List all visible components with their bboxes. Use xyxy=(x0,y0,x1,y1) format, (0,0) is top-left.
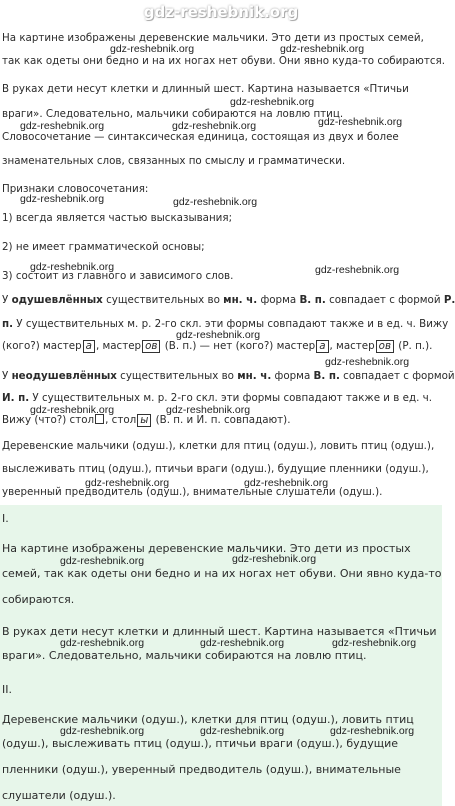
answer-line: собираются. xyxy=(2,593,75,606)
section-number: I. xyxy=(2,512,9,525)
answer-line: (одуш.), выслеживать птиц (одуш.), птичьи враги (одуш.), будущие xyxy=(2,737,399,750)
answer-line: В руках дети несут клетки и длинный шест. Картина называется «Птичьи xyxy=(2,625,437,638)
watermark: gdz-reshebnik.org xyxy=(332,637,417,649)
answer-line: враги». Следовательно, мальчики собираются на ловлю птиц. xyxy=(2,649,367,662)
watermark: gdz-reshebnik.org xyxy=(110,43,195,55)
ending-box: ов xyxy=(142,340,160,353)
watermark: gdz-reshebnik.org xyxy=(200,637,285,649)
ending-box: а xyxy=(83,340,95,353)
answer-line: На картине изображены деревенские мальчики. Это дети из простых xyxy=(2,542,411,555)
section-number: II. xyxy=(2,683,12,696)
watermark: gdz-reshebnik.org xyxy=(232,553,317,565)
watermark: gdz-reshebnik.org xyxy=(230,96,315,108)
example-line: Деревенские мальчики (одуш.), клетки для птиц (одуш.), ловить птиц (одуш.), xyxy=(2,440,435,452)
watermark: gdz-reshebnik.org xyxy=(30,404,115,416)
animate-rule-line: У одушевлённых существительных во мн. ч. форма В. п. совпадает с формой Р. xyxy=(2,294,455,306)
definition-line: Словосочетание — синтаксическая единица, состоящая из двух и более xyxy=(2,131,399,143)
ending-box: ов xyxy=(376,340,394,353)
sign-item: 3) состоит из главного и зависимого слов. xyxy=(2,270,234,282)
watermark: gdz-reshebnik.org xyxy=(315,264,400,276)
animate-rule-line: (кого?) мастер а , мастер ов (В. п.) — нет (кого?) мастер а , мастер ов (Р. п.). xyxy=(2,340,433,352)
watermark: gdz-reshebnik.org xyxy=(30,261,115,273)
sign-item: 1) всегда является частью высказывания; xyxy=(2,212,233,224)
watermark: gdz-reshebnik.org xyxy=(244,477,329,489)
answer-line: слушатели (одуш.). xyxy=(2,789,116,802)
inanimate-rule-line: Вижу (что?) стол , стол ы (В. п. и И. п. совпадают). xyxy=(2,414,291,426)
watermark: gdz-reshebnik.org xyxy=(20,193,105,205)
watermark: gdz-reshebnik.org xyxy=(173,196,258,208)
example-line: уверенный предводитель (одуш.), внимательные слушатели (одуш.). xyxy=(2,486,383,498)
sign-item: 2) не имеет грамматической основы; xyxy=(2,241,205,253)
ending-box: а xyxy=(316,340,328,353)
watermark: gdz-reshebnik.org xyxy=(166,404,251,416)
definition-line: знаменательных слов, связанных по смыслу и грамматически. xyxy=(2,155,346,167)
paragraph-line: На картине изображены деревенские мальчики. Это дети из простых семей, xyxy=(2,32,424,44)
inanimate-rule-line: У неодушевлённых существительных во мн. ч. форма В. п. совпадает с формой xyxy=(2,370,455,382)
answer-line: семей, так как одеты они бедно и на их ногах нет обуви. Они явно куда-то xyxy=(2,567,442,580)
watermark: gdz-reshebnik.org xyxy=(60,725,145,737)
signs-title: Признаки словосочетания: xyxy=(2,183,149,195)
paragraph-line: В руках дети несут клетки и длинный шест. Картина называется «Птичьи xyxy=(2,83,409,95)
watermark: gdz-reshebnik.org xyxy=(172,120,257,132)
watermark: gdz-reshebnik.org xyxy=(318,116,403,128)
watermark: gdz-reshebnik.org xyxy=(325,356,410,368)
paragraph-line: враги». Следовательно, мальчики собираются на ловлю птиц. xyxy=(2,108,344,120)
animate-rule-line: п. У существительных м. р. 2-го скл. эти формы совпадают также и в ед. ч. Вижу xyxy=(2,318,449,330)
example-line: выслеживать птиц (одуш.), птичьи враги (одуш.), будущие пленники (одуш.), xyxy=(2,463,429,475)
answer-line: пленники (одуш.), уверенный предводитель (одуш.), внимательные xyxy=(2,763,401,776)
watermark: gdz-reshebnik.org xyxy=(200,725,285,737)
watermark: gdz-reshebnik.org xyxy=(85,477,170,489)
watermark: gdz-reshebnik.org xyxy=(176,329,261,341)
paragraph-line: так как одеты они бедно и на их ногах нет обуви. Они явно куда-то собираются. xyxy=(2,55,445,67)
site-header: gdz-reshebnik.org xyxy=(143,3,299,21)
inanimate-rule-line: И. п. У существительных м. р. 2-го скл. эти формы совпадают также и в ед. ч. xyxy=(2,392,432,404)
answer-line: Деревенские мальчики (одуш.), клетки для птиц (одуш.), ловить птиц xyxy=(2,713,414,726)
watermark: gdz-reshebnik.org xyxy=(330,725,415,737)
watermark: gdz-reshebnik.org xyxy=(20,120,105,132)
ending-box: ы xyxy=(137,414,151,427)
watermark: gdz-reshebnik.org xyxy=(60,637,145,649)
watermark: gdz-reshebnik.org xyxy=(280,43,365,55)
watermark: gdz-reshebnik.org xyxy=(60,555,145,567)
